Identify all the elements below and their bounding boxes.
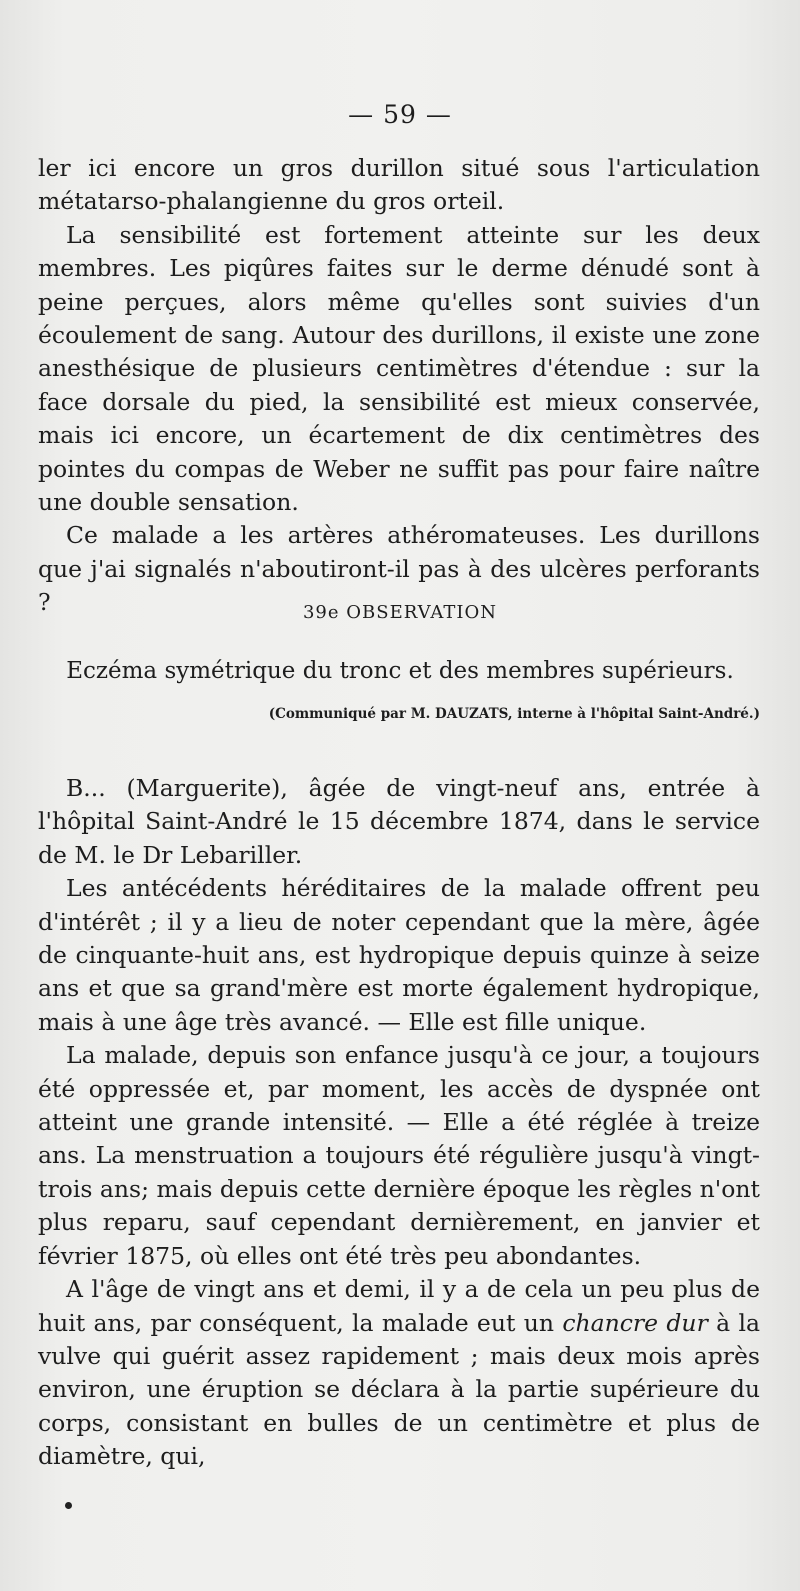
paragraph: La sensibilité est fortement atteinte sur les deux membres. Les piqûres faites sur le derme dénudé sont à peine perçues, alors même qu'elles sont suivies d'un écoulement de sang. Autour des durillons, il existe une zone anesthésique de plusieurs centimètres d'étendue : sur la face dorsale du pied, la sensibilité est mieux conservée, mais ici encore, un écartement de dix centimètres des pointes du compas de Weber ne suffit pas pour faire naître une double sensation.: [38, 220, 760, 517]
text-block-1: [38, 152, 760, 620]
page-number: — 59 —: [348, 100, 452, 129]
emphasis: chancre dur: [562, 1308, 708, 1337]
paragraph: ler ici encore un gros durillon situé sous l'articulation métatarso-phalangienne du gros orteil.: [38, 154, 760, 216]
paragraph: B... (Marguerite), âgée de vingt-neuf ans, entrée à l'hôpital Saint-André le 15 décembre 1874, dans le service de M. le Dr Lebariller.: [38, 774, 760, 869]
observation-title: 39e OBSERVATION: [302, 602, 498, 623]
paragraph: Ce malade a les artères athéromateuses. Les durillons que j'ai signalés n'aboutiront-il pas à des ulcères perforants ?: [38, 521, 760, 617]
paragraph-end: à la vulve qui guérit assez rapidement ; mais deux mois après environ, une éruption se déclara à la partie supérieure du corps, consistant en bulles de un centimètre et plus de diamètre, qui,: [38, 1308, 760, 1471]
paragraph-start: A l'âge de vingt ans et demi, il y a de cela un peu plus de huit ans, par conséquent, la malade eut un: [38, 1275, 760, 1337]
observation-credit: (Communiqué par M. DAUZATS, interne à l'hôpital Saint-André.): [268, 706, 760, 722]
paragraph: La malade, depuis son enfance jusqu'à ce jour, a toujours été oppressée et, par moment, les accès de dyspnée ont atteint une grande intensité. — Elle a été réglée à treize ans. La menstruation a toujours été régulière jusqu'à vingt-trois ans; mais depuis cette dernière époque les règles n'ont plus reparu, sauf cependant dernièrement, en janvier et février 1875, où elles ont été très peu abondantes.: [38, 1041, 760, 1270]
ink-dot: [65, 1502, 72, 1509]
text-block-2: [38, 772, 760, 1474]
paragraph: Les antécédents héréditaires de la malade offrent peu d'intérêt ; il y a lieu de noter cependant que la mère, âgée de cinquante-huit ans, est hydropique depuis quinze à seize ans et que sa grand'mère est morte également hydropique, mais à une âge très avancé. — Elle est fille unique.: [38, 874, 760, 1036]
observation-subtitle: Eczéma symétrique du tronc et des membres supérieurs.: [66, 658, 734, 684]
paragraph: [38, 1273, 760, 1473]
